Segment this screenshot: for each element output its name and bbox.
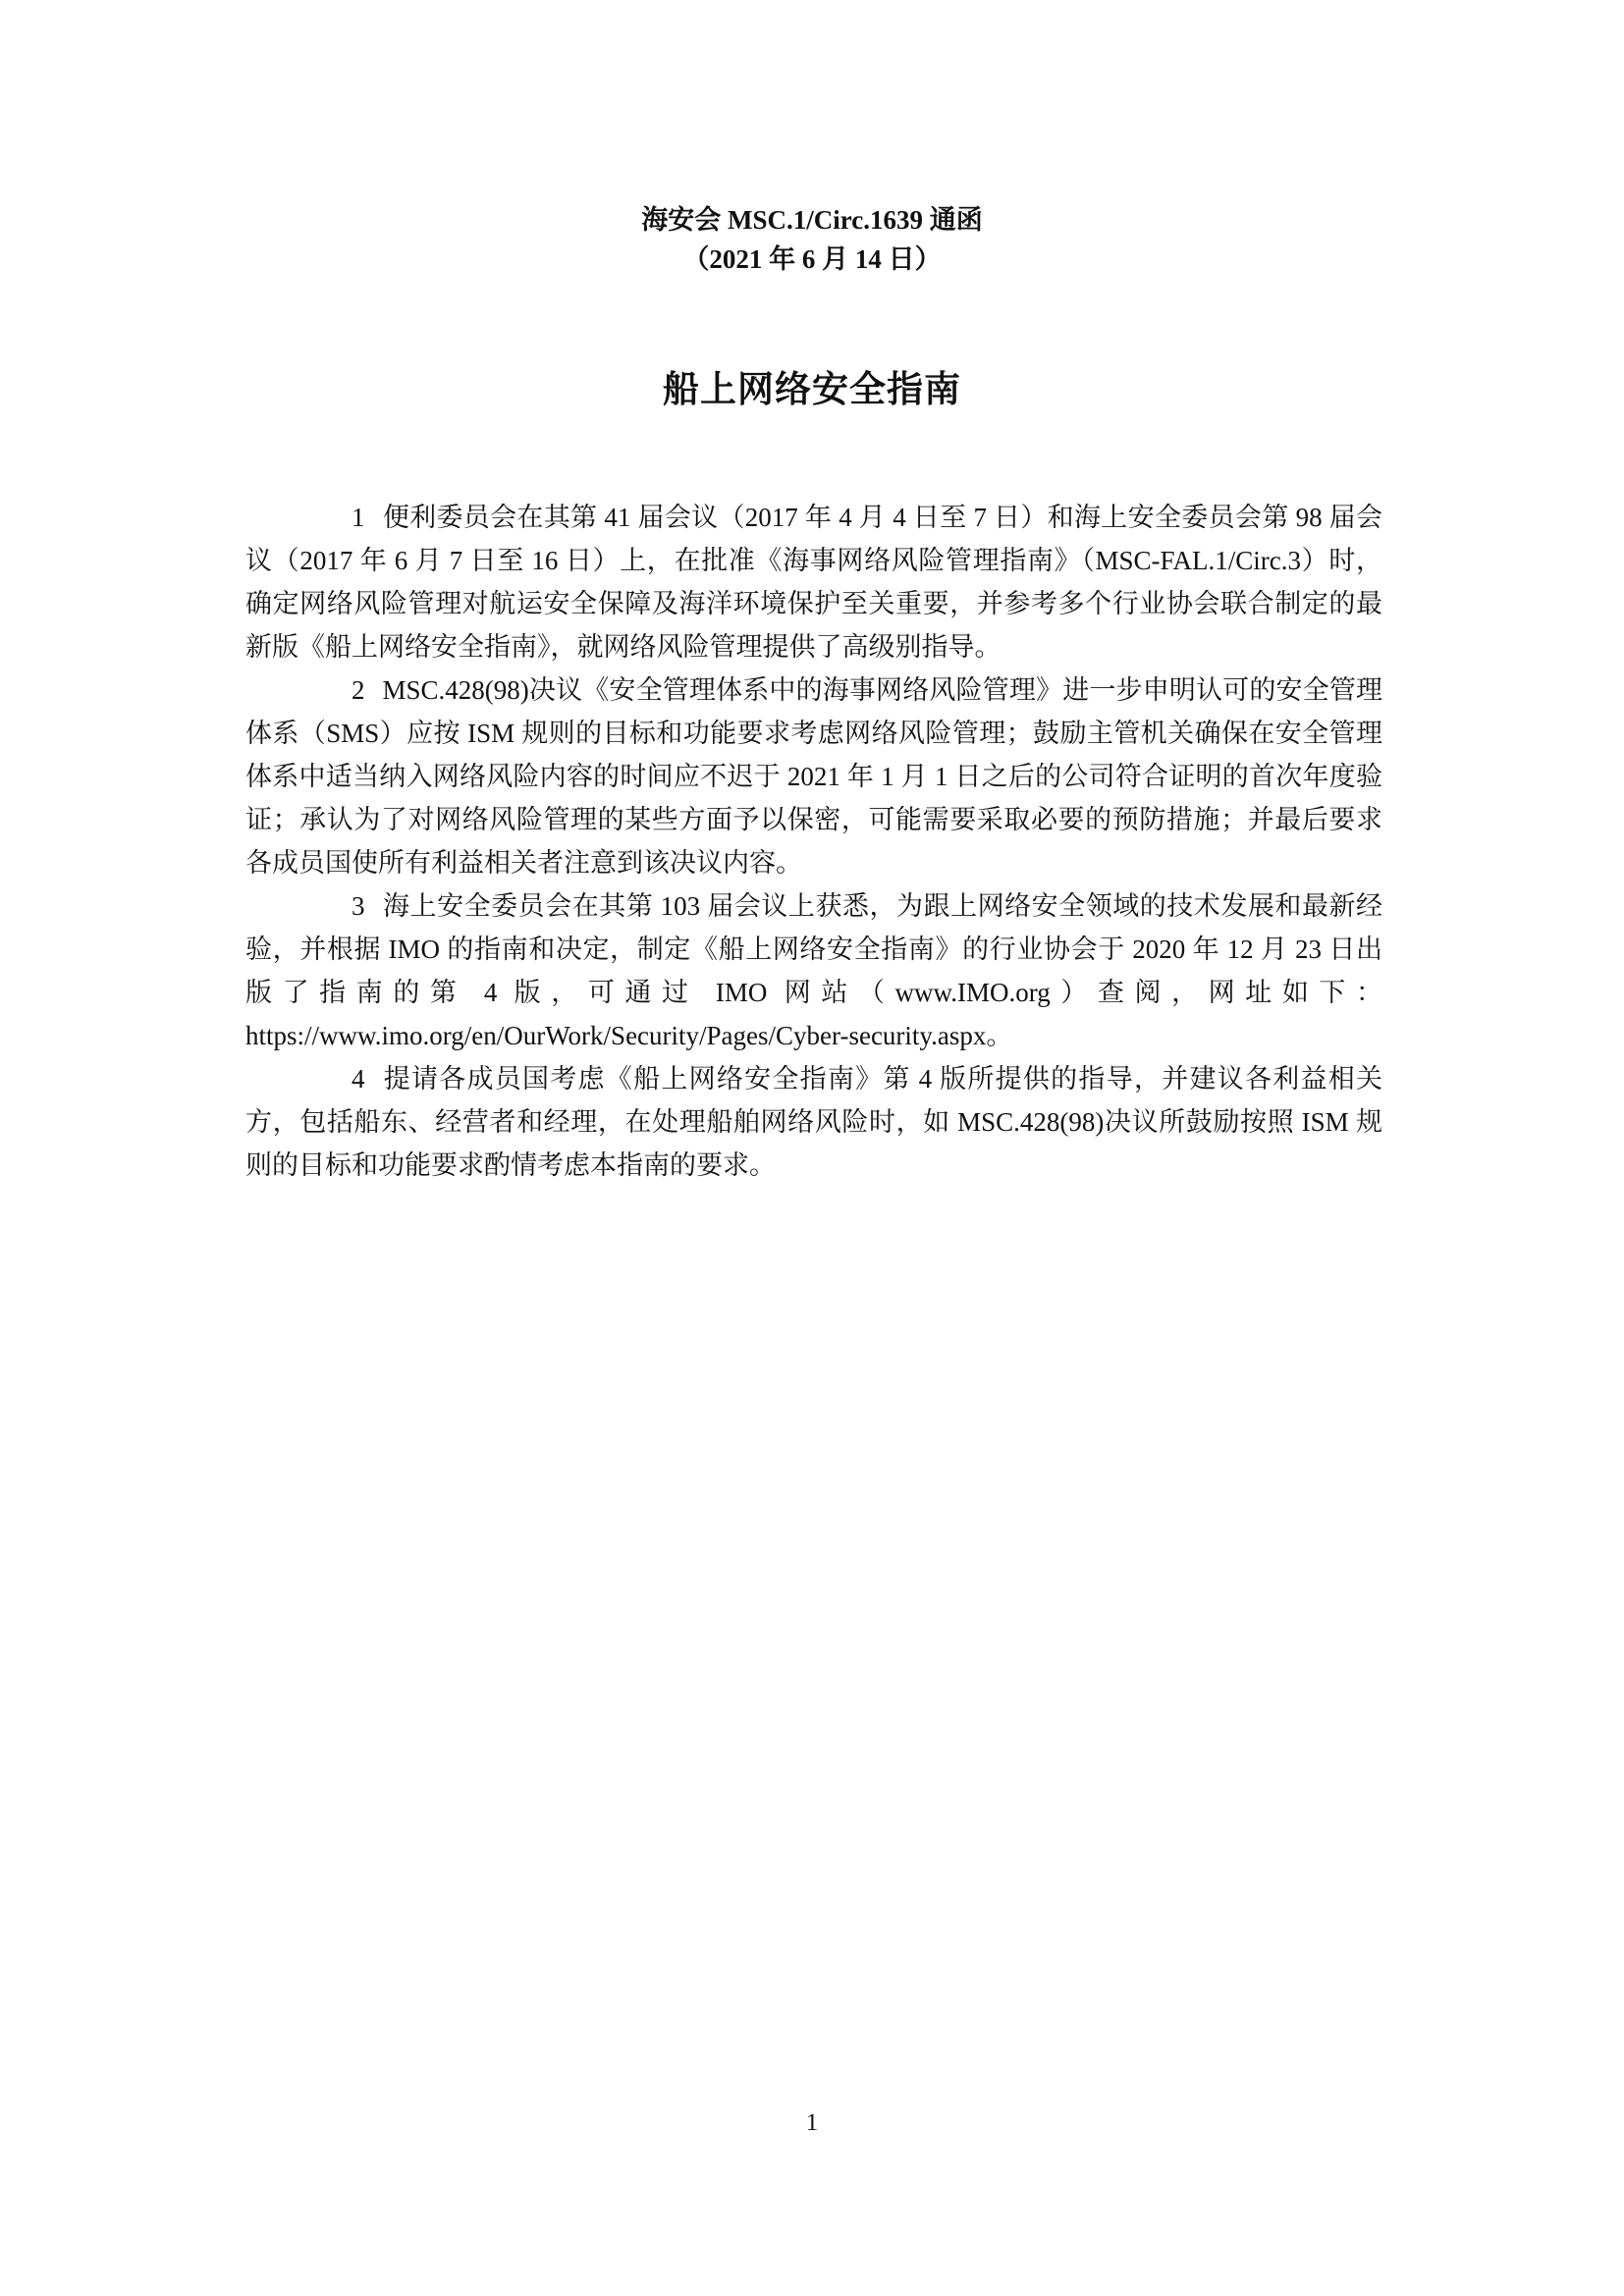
circular-date: （2021 年 6 月 14 日） bbox=[682, 244, 942, 274]
paragraph-text: MSC.428(98)决议《安全管理体系中的海事网络风险管理》进一步申明认可的安全管理体系（SMS）应按 ISM 规则的目标和功能要求考虑网络风险管理；鼓励主管机关确保在安全管理体系中适当纳入网络风险内容的时间应不迟于 2021 年 1 月 1 日之后的公司符合证明的首次年度验证；承认为了对网络风险管理的某些方面予以保密，可能需要采取必要的预防措施；并最后要求各成员国使所有利益相关者注意到该决议内容。 bbox=[245, 675, 1382, 878]
paragraph-number: 3 bbox=[352, 891, 365, 921]
paragraph-text: 便利委员会在其第 41 届会议（2017 年 4 月 4 日至 7 日）和海上安全委员会第 98 届会议（2017 年 6 月 7 日至 16 日）上，在批准《海事网络风险管理指南》（MSC-FAL.1/Circ.3）时，确定网络风险管理对航运安全保障及海洋环境保护至关重要，并参考多个行业协会联合制定的最新版《船上网络安全指南》，就网络风险管理提供了高级别指导。 bbox=[245, 503, 1382, 662]
paragraph-text: 海上安全委员会在其第 103 届会议上获悉，为跟上网络安全领域的技术发展和最新经验，并根据 IMO 的指南和决定，制定《船上网络安全指南》的行业协会于 2020 年 12 月 23 日出版了指南的第 4 版，可通过 IMO 网站（www.IMO.org）查阅，网址如下：https://www.imo.org/en/OurWork/Security/Pages/Cyber-security.aspx。 bbox=[245, 891, 1382, 1050]
circular-reference: 海安会 MSC.1/Circ.1639 通函 bbox=[641, 205, 983, 235]
paragraph-number: 2 bbox=[352, 675, 365, 705]
paragraph-text: 提请各成员国考虑《船上网络安全指南》第 4 版所提供的指导，并建议各利益相关方，包括船东、经营者和经理，在处理船舶网络风险时，如 MSC.428(98)决议所鼓励按照 ISM 规则的目标和功能要求酌情考虑本指南的要求。 bbox=[245, 1064, 1382, 1180]
paragraph-2 bbox=[245, 668, 1382, 884]
document-body bbox=[245, 496, 1382, 1187]
document-title: 船上网络安全指南 bbox=[663, 369, 961, 410]
paragraph-4 bbox=[245, 1057, 1382, 1187]
paragraph-1 bbox=[245, 496, 1382, 668]
paragraph-3 bbox=[245, 884, 1382, 1057]
paragraph-number: 4 bbox=[352, 1064, 365, 1094]
paragraph-number: 1 bbox=[352, 503, 365, 532]
page-number: 1 bbox=[805, 2109, 819, 2136]
